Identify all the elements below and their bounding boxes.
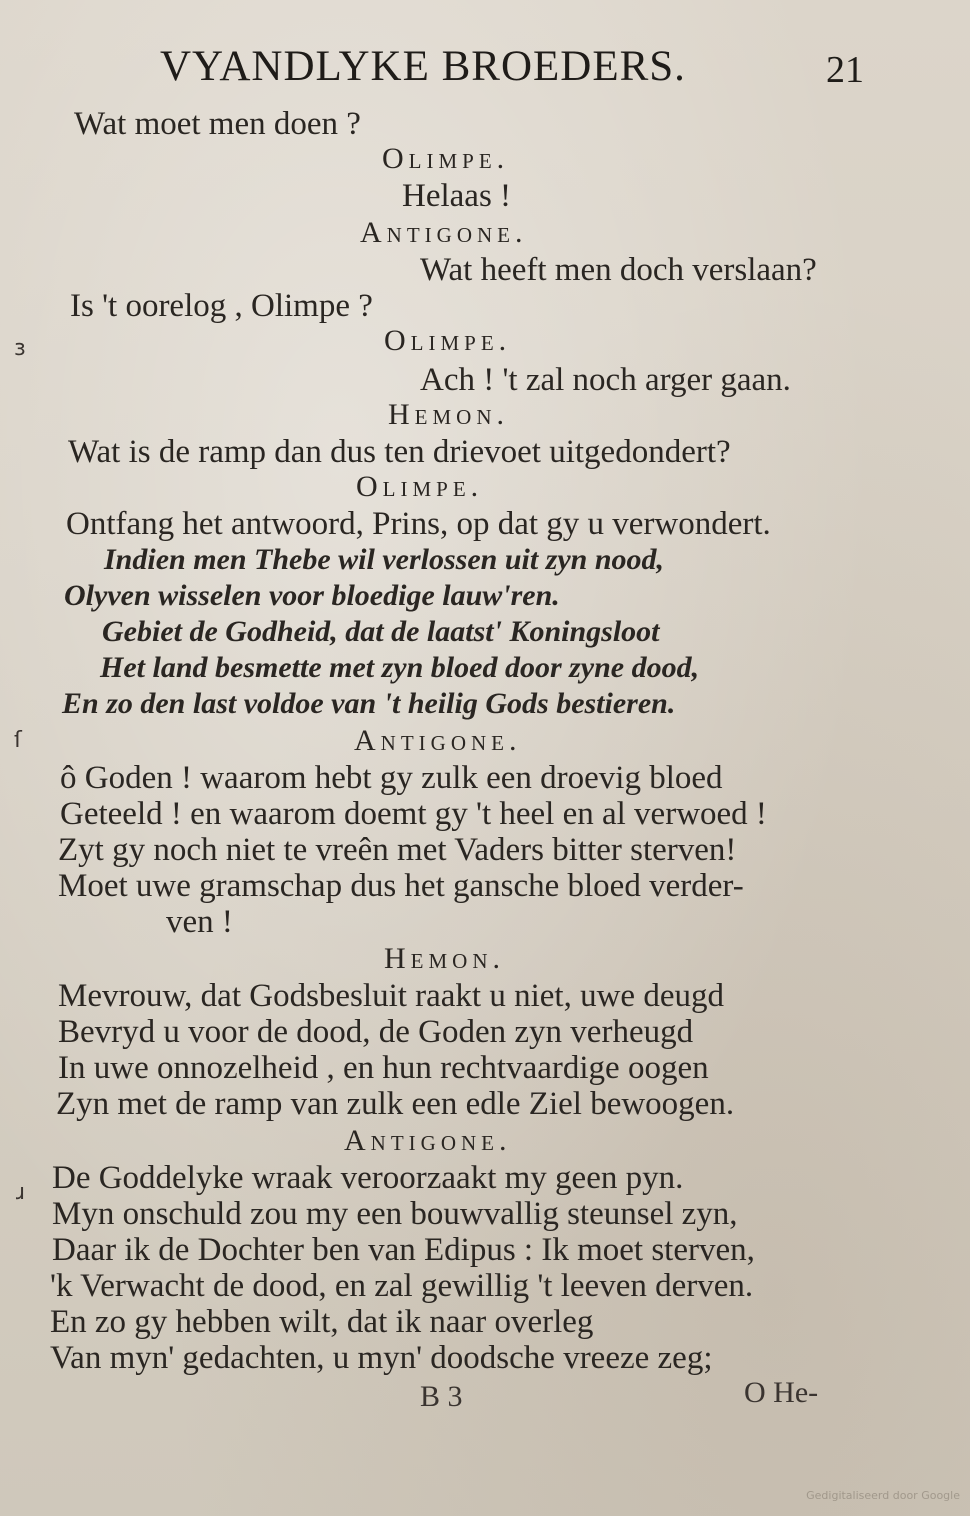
italic-verse-line: Gebiet de Godheid, dat de laatst' Koningsloot [102,615,660,648]
speaker-name: Olimpe. [356,470,484,503]
running-head: VYANDLYKE BROEDERS. [160,43,686,90]
margin-mark: ɜ [14,336,26,361]
verse-line: Ach ! 't zal noch arger gaan. [420,362,791,398]
signature-mark: B 3 [420,1380,463,1413]
verse-line: De Goddelyke wraak veroorzaakt my geen pyn. [52,1160,684,1196]
verse-line: Myn onschuld zou my een bouwvallig steunsel zyn, [52,1196,738,1232]
verse-line: Geteeld ! en waarom doemt gy 't heel en al verwoed ! [60,796,767,832]
verse-line: 'k Verwacht de dood, en zal gewillig 't leeven derven. [50,1268,754,1304]
speaker-name: Olimpe. [382,142,510,175]
verse-line: ô Goden ! waarom hebt gy zulk een droevig bloed [60,760,723,796]
verse-line: Moet uwe gramschap dus het gansche bloed verder- [58,868,744,904]
page-number: 21 [826,49,864,91]
verse-line: Wat heeft men doch verslaan? [420,252,817,288]
verse-line: In uwe onnozelheid , en hun rechtvaardige oogen [58,1050,709,1086]
margin-mark: ſ [14,728,22,753]
italic-verse-line: En zo den last voldoe van 't heilig Gods bestieren. [62,687,676,720]
verse-line: Zyt gy noch niet te vreên met Vaders bitter sterven! [58,832,737,868]
verse-line: Helaas ! [402,178,512,214]
verse-line: Bevryd u voor de dood, de Goden zyn verheugd [58,1014,694,1050]
speaker-name: Hemon. [384,942,505,975]
speaker-name: Antigone. [360,216,528,249]
speaker-name: Antigone. [344,1124,512,1157]
italic-verse-line: Het land besmette met zyn bloed door zyne dood, [100,651,700,684]
catchword: O He- [744,1376,819,1409]
margin-mark: ɹ [16,1180,26,1205]
speaker-name: Olimpe. [384,324,512,357]
verse-line: Is 't oorelog , Olimpe ? [70,288,373,324]
verse-line: En zo gy hebben wilt, dat ik naar overleg [50,1304,594,1340]
verse-line: ven ! [166,904,233,940]
verse-line: Ontfang het antwoord, Prins, op dat gy u verwondert. [66,506,771,542]
verse-line: Zyn met de ramp van zulk een edle Ziel bewoogen. [56,1086,735,1122]
speaker-name: Antigone. [354,724,522,757]
verse-line: Van myn' gedachten, u myn' doodsche vreeze zeg; [50,1340,713,1376]
verse-line: Daar ik de Dochter ben van Edipus : Ik moet sterven, [52,1232,755,1268]
verse-line: Wat moet men doen ? [74,106,361,142]
verse-line: Mevrouw, dat Godsbesluit raakt u niet, uwe deugd [58,978,724,1014]
italic-verse-line: Indien men Thebe wil verlossen uit zyn nood, [104,543,665,576]
verse-line: Wat is de ramp dan dus ten drievoet uitgedondert? [68,434,731,470]
italic-verse-line: Olyven wisselen voor bloedige lauw'ren. [64,579,560,612]
speaker-name: Hemon. [388,398,509,431]
watermark: Gedigitaliseerd door Google [806,1489,960,1502]
